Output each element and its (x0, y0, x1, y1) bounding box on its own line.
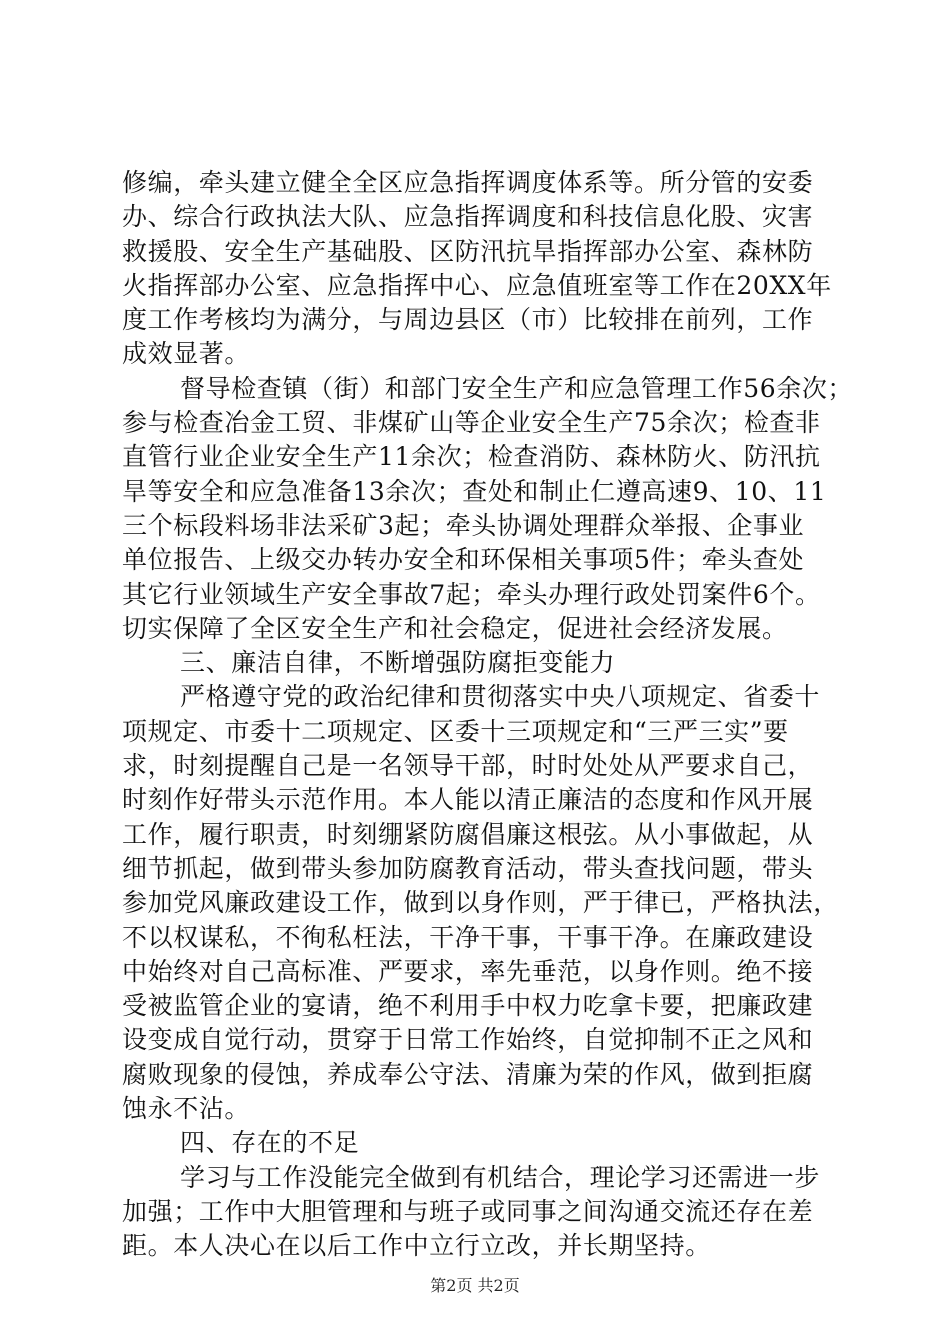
text-line: 项规定、市委十二项规定、区委十三项规定和“三严三实”要 (122, 716, 789, 746)
text-line: 不以权谋私，不徇私枉法，干净干事，干事干净。在廉政建设 (122, 922, 814, 952)
text-line: 参与检查冶金工贸、非煤矿山等企业安全生产75余次；检查非 (122, 408, 821, 438)
text-line: 工作，履行职责，时刻绷紧防腐倡廉这根弦。从小事做起，从 (122, 819, 814, 849)
text-line: 直管行业企业安全生产11余次；检查消防、森林防火、防汛抗 (122, 442, 821, 472)
text-line: 腐败现象的侵蚀，养成奉公守法、清廉为荣的作风，做到拒腐 (122, 1059, 814, 1089)
text-line: 度工作考核均为满分，与周边县区（市）比较排在前列，工作 (122, 305, 814, 335)
text-line: 蚀永不沾。 (122, 1094, 251, 1124)
body-paragraph (122, 166, 834, 372)
text-line: 办、综合行政执法大队、应急指挥调度和科技信息化股、灾害 (122, 202, 814, 232)
body-paragraph (122, 680, 839, 1126)
text-line: 中始终对自己高标准、严要求，率先垂范，以身作则。绝不接 (122, 956, 814, 986)
section-heading (122, 646, 834, 680)
page-footer: 第2页 共2页 (430, 1276, 520, 1295)
text-line: 距。本人决心在以后工作中立行立改，并长期坚持。 (122, 1231, 711, 1261)
text-line: 受被监管企业的宴请，绝不利用手中权力吃拿卡要，把廉政建 (122, 991, 814, 1021)
text-line: 旱等安全和应急准备13余次；查处和制止仁遵高速9、10、11 (122, 476, 827, 506)
text-line: 成效显著。 (122, 339, 251, 369)
text-line: 其它行业领域生产安全事故7起；牵头办理行政处罚案件6个。 (122, 579, 821, 609)
text-line: 加强；工作中大胆管理和与班子或同事之间沟通交流还存在差 (122, 1196, 814, 1226)
text-line: 修编，牵头建立健全全区应急指挥调度体系等。所分管的安委 (122, 168, 814, 197)
body-paragraph (122, 1161, 834, 1264)
text-line: 设变成自觉行动，贯穿于日常工作始终，自觉抑制不正之风和 (122, 1025, 814, 1055)
text-line: 严格遵守党的政治纪律和贯彻落实中央八项规定、省委十 (180, 682, 821, 712)
text-line: 切实保障了全区安全生产和社会稳定，促进社会经济发展。 (122, 613, 788, 643)
text-line: 四、存在的不足 (180, 1128, 360, 1158)
text-line: 救援股、安全生产基础股、区防汛抗旱指挥部办公室、森林防 (122, 236, 814, 266)
text-line: 火指挥部办公室、应急指挥中心、应急值班室等工作在20XX年 (122, 270, 832, 300)
document-body (122, 166, 854, 1264)
text-line: 求，时刻提醒自己是一名领导干部，时时处处从严要求自己， (122, 751, 814, 781)
text-line: 时刻作好带头示范作用。本人能以清正廉洁的态度和作风开展 (122, 785, 814, 815)
text-line: 细节抓起，做到带头参加防腐教育活动，带头查找问题，带头 (122, 853, 814, 883)
text-line: 学习与工作没能完全做到有机结合，理论学习还需进一步 (180, 1162, 821, 1192)
text-line: 单位报告、上级交办转办安全和环保相关事项5件；牵头查处 (122, 545, 805, 575)
text-line: 三个标段料场非法采矿3起；牵头协调处理群众举报、企事业 (122, 510, 805, 540)
section-heading (122, 1126, 834, 1160)
text-line: 参加党风廉政建设工作，做到以身作则，严于律已，严格执法， (122, 888, 839, 918)
text-line: 三、廉洁自律，不断增强防腐拒变能力 (180, 648, 616, 678)
body-paragraph (122, 372, 854, 646)
text-line: 督导检查镇（街）和部门安全生产和应急管理工作56余次； (180, 373, 854, 403)
